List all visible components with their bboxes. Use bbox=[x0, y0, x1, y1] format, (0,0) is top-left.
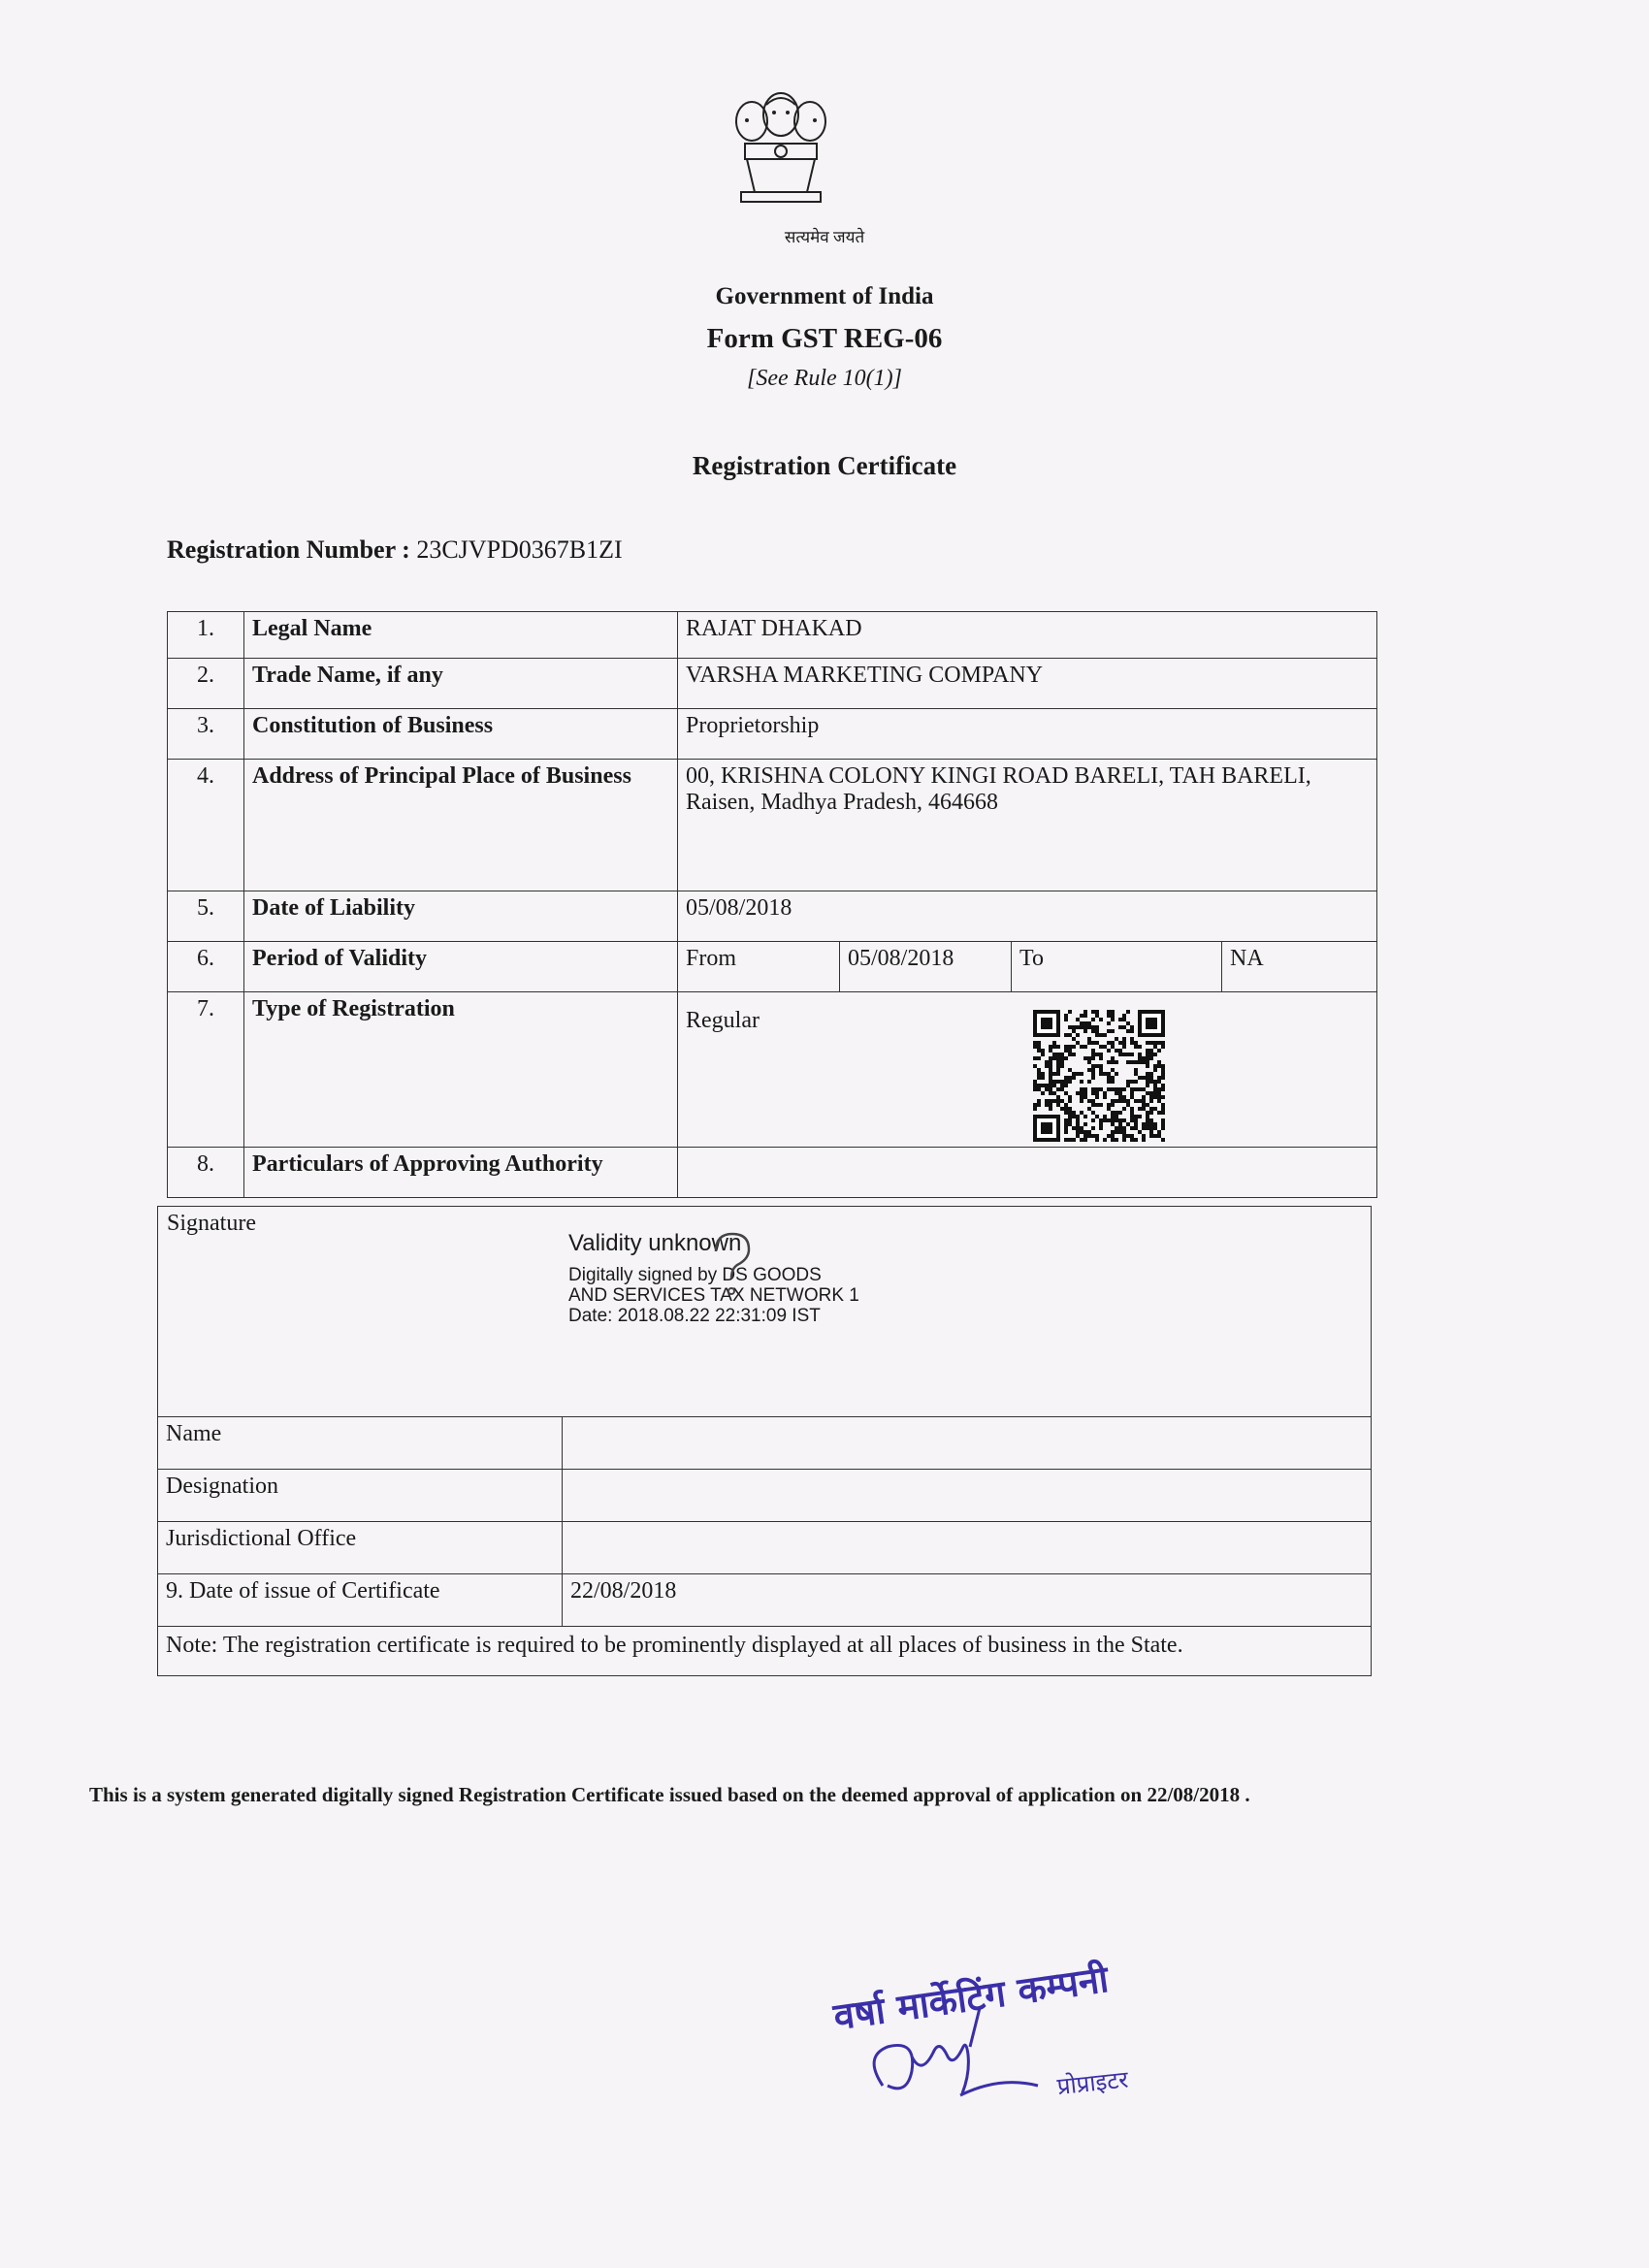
row-label: Legal Name bbox=[244, 612, 678, 659]
row-number: 1. bbox=[168, 612, 244, 659]
validity-to-label: To bbox=[1012, 942, 1222, 992]
table-row bbox=[168, 659, 1377, 709]
details-table bbox=[167, 611, 1377, 1198]
approving-authority-value bbox=[678, 1148, 1377, 1198]
table-row bbox=[158, 1470, 1372, 1522]
signature-date: Date: 2018.08.22 22:31:09 IST bbox=[568, 1306, 821, 1326]
row-number: 4. bbox=[168, 760, 244, 891]
table-row bbox=[158, 1522, 1372, 1574]
signature-label: Signature bbox=[167, 1211, 256, 1236]
stamp-designation: प्रोप्राइटर bbox=[1055, 2065, 1130, 2101]
row-number: 5. bbox=[168, 891, 244, 942]
signature-validity: Validity unknown bbox=[568, 1230, 742, 1256]
footer-statement: This is a system generated digitally signed Registration Certificate issued based on the deemed approval of application on 22/08/2018 . bbox=[89, 1783, 1250, 1806]
certificate-title: Registration Certificate bbox=[692, 451, 957, 480]
authority-name-label: Name bbox=[158, 1417, 563, 1470]
registration-number-line bbox=[167, 535, 623, 565]
table-row bbox=[158, 1574, 1372, 1627]
authority-table bbox=[157, 1416, 1372, 1627]
qr-code-icon bbox=[1033, 1009, 1165, 1143]
table-row bbox=[168, 992, 1377, 1148]
table-row bbox=[168, 760, 1377, 891]
national-emblem-icon bbox=[718, 78, 844, 223]
validity-from-value: 05/08/2018 bbox=[840, 942, 1012, 992]
constitution-value: Proprietorship bbox=[678, 709, 1377, 760]
table-row bbox=[158, 1417, 1372, 1470]
government-heading: Government of India bbox=[715, 283, 934, 309]
row-label: Period of Validity bbox=[244, 942, 678, 992]
row-label: Address of Principal Place of Business bbox=[244, 760, 678, 891]
registration-type-value: Regular bbox=[678, 992, 1377, 1148]
issue-date-value: 22/08/2018 bbox=[563, 1574, 1372, 1627]
table-row bbox=[168, 891, 1377, 942]
row-label: Trade Name, if any bbox=[244, 659, 678, 709]
row-number: 6. bbox=[168, 942, 244, 992]
registration-number-label: Registration Number : bbox=[167, 535, 410, 564]
row-number: 8. bbox=[168, 1148, 244, 1198]
signature-unknown-icon bbox=[698, 1227, 766, 1305]
jurisdictional-office-label: Jurisdictional Office bbox=[158, 1522, 563, 1574]
stamp-company-name: वर्षा मार्केटिंग कम्पनी bbox=[830, 1957, 1112, 2039]
row-label: Constitution of Business bbox=[244, 709, 678, 760]
legal-name-value: RAJAT DHAKAD bbox=[678, 612, 1377, 659]
issue-date-label: 9. Date of issue of Certificate bbox=[158, 1574, 563, 1627]
display-note: Note: The registration certificate is required to be prominently displayed at all places of business in the State. bbox=[157, 1626, 1372, 1676]
signature-detail-1: Digitally signed by DS GOODS bbox=[568, 1265, 822, 1285]
liability-date-value: 05/08/2018 bbox=[678, 891, 1377, 942]
row-label: Date of Liability bbox=[244, 891, 678, 942]
jurisdictional-office-value bbox=[563, 1522, 1372, 1574]
row-label: Particulars of Approving Authority bbox=[244, 1148, 678, 1198]
validity-from-label: From bbox=[678, 942, 840, 992]
row-label: Type of Registration bbox=[244, 992, 678, 1148]
company-stamp bbox=[815, 1950, 1164, 2154]
signature-detail-2: AND SERVICES TAX NETWORK 1 bbox=[568, 1285, 859, 1306]
form-title: Form GST REG-06 bbox=[706, 323, 943, 354]
table-row bbox=[168, 1148, 1377, 1198]
row-number: 2. bbox=[168, 659, 244, 709]
authority-designation-value bbox=[563, 1470, 1372, 1522]
row-number: 3. bbox=[168, 709, 244, 760]
table-row bbox=[168, 942, 1377, 992]
emblem-motto: सत्यमेव जयते bbox=[784, 228, 865, 246]
trade-name-value: VARSHA MARKETING COMPANY bbox=[678, 659, 1377, 709]
address-value: 00, KRISHNA COLONY KINGI ROAD BARELI, TAH BARELI, Raisen, Madhya Pradesh, 464668 bbox=[678, 760, 1377, 891]
registration-number-value: 23CJVPD0367B1ZI bbox=[416, 535, 623, 564]
validity-to-value: NA bbox=[1222, 942, 1377, 992]
authority-designation-label: Designation bbox=[158, 1470, 563, 1522]
table-row bbox=[168, 709, 1377, 760]
row-number: 7. bbox=[168, 992, 244, 1148]
rule-reference: [See Rule 10(1)] bbox=[747, 366, 902, 391]
authority-name-value bbox=[563, 1417, 1372, 1470]
table-row bbox=[168, 612, 1377, 659]
